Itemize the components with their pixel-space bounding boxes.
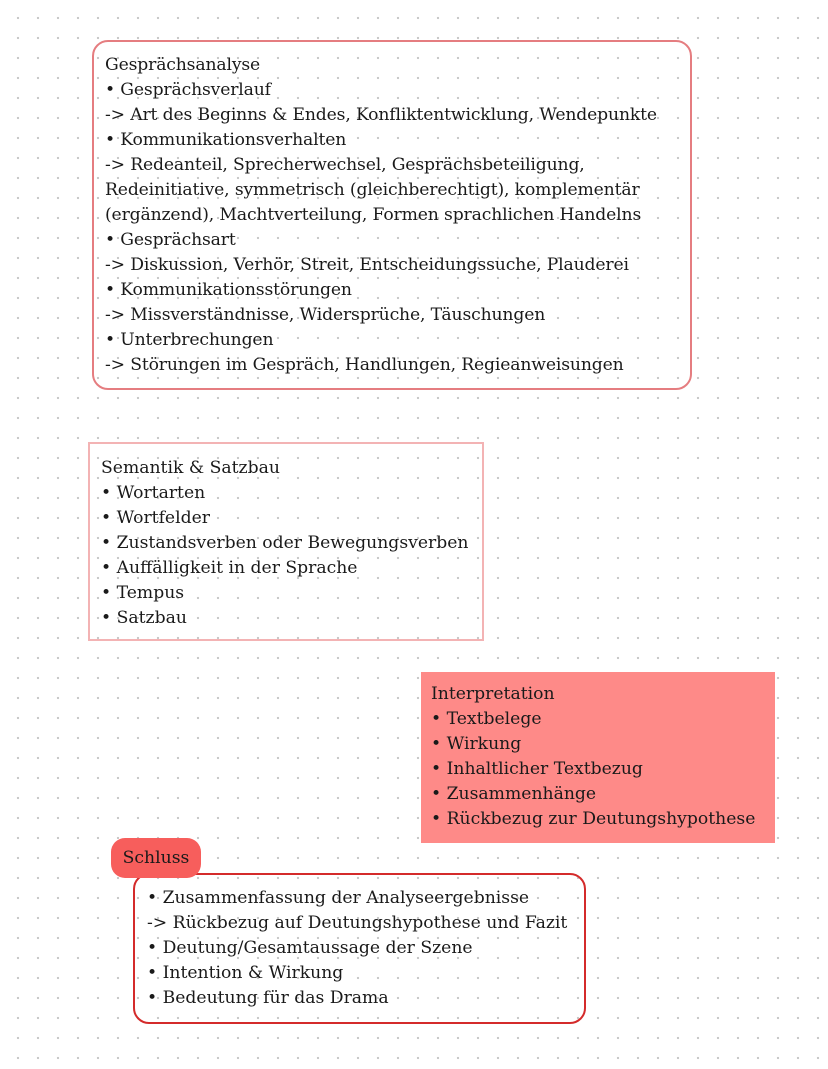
semantik-title: Semantik & Satzbau xyxy=(101,458,280,478)
gespraechsanalyse-title: Gesprächsanalyse xyxy=(105,55,261,75)
note-line: • Kommunikationsstörungen xyxy=(105,280,352,300)
schluss-box xyxy=(133,873,586,1024)
note-line: • Bedeutung für das Drama xyxy=(147,988,389,1008)
semantik-box xyxy=(88,442,484,641)
note-line: Redeinitiative, symmetrisch (gleichberechtigt), komplementär xyxy=(105,180,640,200)
schluss-badge: Schluss xyxy=(111,838,201,878)
note-line: • Deutung/Gesamtaussage der Szene xyxy=(147,938,473,958)
note-line: • Textbelege xyxy=(431,709,542,729)
note-line: • Unterbrechungen xyxy=(105,330,274,350)
note-line: • Rückbezug zur Deutungshypothese xyxy=(431,809,756,829)
note-line: • Wirkung xyxy=(431,734,522,754)
note-line: • Zusammenfassung der Analyseergebnisse xyxy=(147,888,530,908)
interpretation-title: Interpretation xyxy=(431,684,555,704)
note-line: (ergänzend), Machtverteilung, Formen sprachlichen Handelns xyxy=(105,205,642,225)
note-line: • Tempus xyxy=(101,583,185,603)
note-line: • Zustandsverben oder Bewegungsverben xyxy=(101,533,469,553)
note-line: • Auffälligkeit in der Sprache xyxy=(101,558,358,578)
note-line: • Zusammenhänge xyxy=(431,784,597,804)
gespraechsanalyse-box xyxy=(92,40,692,390)
note-line: -> Redeanteil, Sprecherwechsel, Gesprächsbeteiligung, xyxy=(105,155,585,175)
note-line: -> Missverständnisse, Widersprüche, Täuschungen xyxy=(105,305,546,325)
note-line: • Inhaltlicher Textbezug xyxy=(431,759,643,779)
note-line: • Gesprächsart xyxy=(105,230,236,250)
interpretation-box xyxy=(421,672,775,843)
note-line: • Kommunikationsverhalten xyxy=(105,130,347,150)
note-line: -> Art des Beginns & Endes, Konfliktentwicklung, Wendepunkte xyxy=(105,105,657,125)
note-line: -> Rückbezug auf Deutungshypothese und Fazit xyxy=(147,913,568,933)
note-line: -> Diskussion, Verhör, Streit, Entscheidungssuche, Plauderei xyxy=(105,255,629,275)
note-line: • Wortfelder xyxy=(101,508,210,528)
note-line: • Gesprächsverlauf xyxy=(105,80,271,100)
note-line: -> Störungen im Gespräch, Handlungen, Regieanweisungen xyxy=(105,355,624,375)
note-line: • Intention & Wirkung xyxy=(147,963,344,983)
note-line: • Wortarten xyxy=(101,483,206,503)
note-line: • Satzbau xyxy=(101,608,187,628)
